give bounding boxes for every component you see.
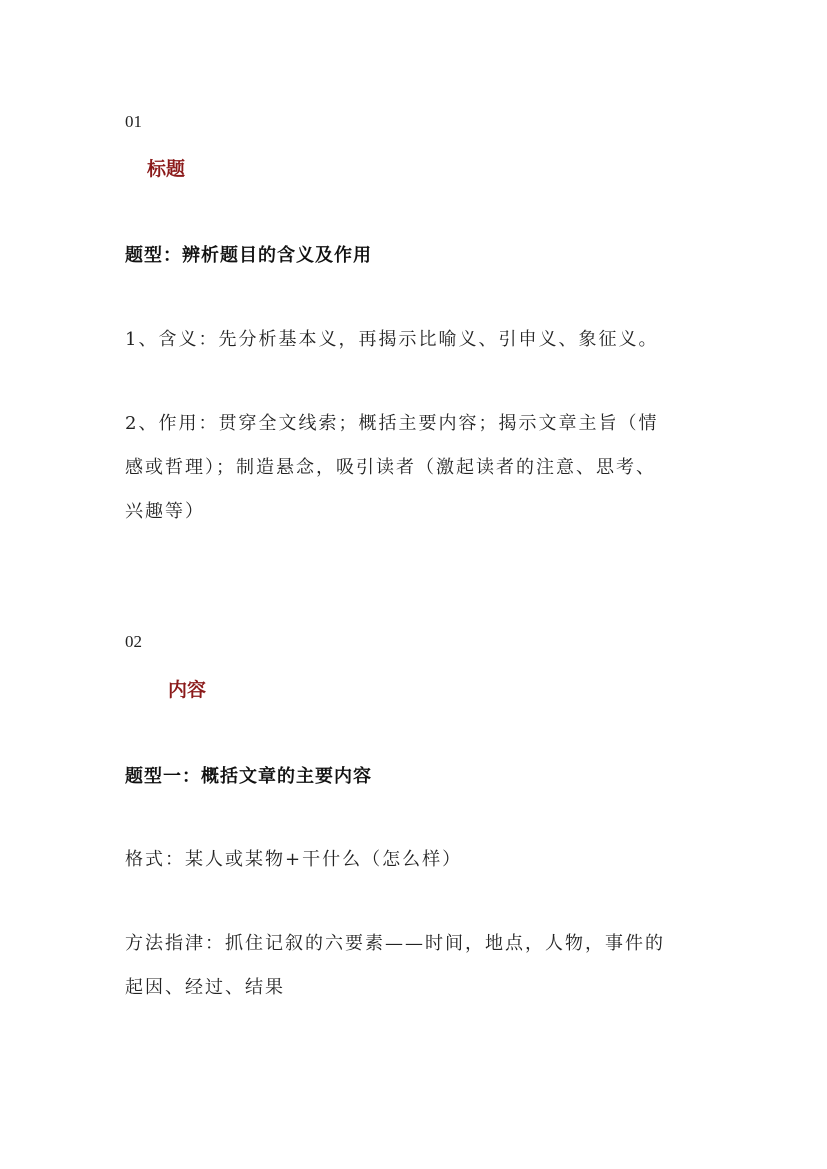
paragraph-line: 起因、经过、结果 — [125, 977, 285, 998]
paragraph-method — [125, 922, 725, 1010]
section-heading: 内容 — [168, 679, 207, 701]
paragraph-line: 2、作用：贯穿全文线索；概括主要内容；揭示文章主旨（情 — [125, 413, 659, 434]
section-number: 02 — [125, 632, 142, 651]
paragraph-line: 兴趣等） — [125, 501, 205, 522]
paragraph-line: 感或哲理）；制造悬念，吸引读者（激起读者的注意、思考、 — [125, 457, 656, 478]
section-number: 01 — [125, 112, 142, 131]
paragraph-meaning: 1、含义：先分析基本义，再揭示比喻义、引申义、象征义。 — [125, 329, 659, 350]
paragraph-line: 方法指津：抓住记叙的六要素——时间，地点，人物，事件的 — [125, 933, 665, 954]
section-heading: 标题 — [147, 158, 186, 180]
paragraph-format: 格式：某人或某物+干什么（怎么样） — [125, 849, 463, 870]
paragraph-function — [125, 402, 725, 534]
question-type: 题型：辨析题目的含义及作用 — [125, 245, 372, 266]
question-type: 题型一：概括文章的主要内容 — [125, 766, 372, 787]
